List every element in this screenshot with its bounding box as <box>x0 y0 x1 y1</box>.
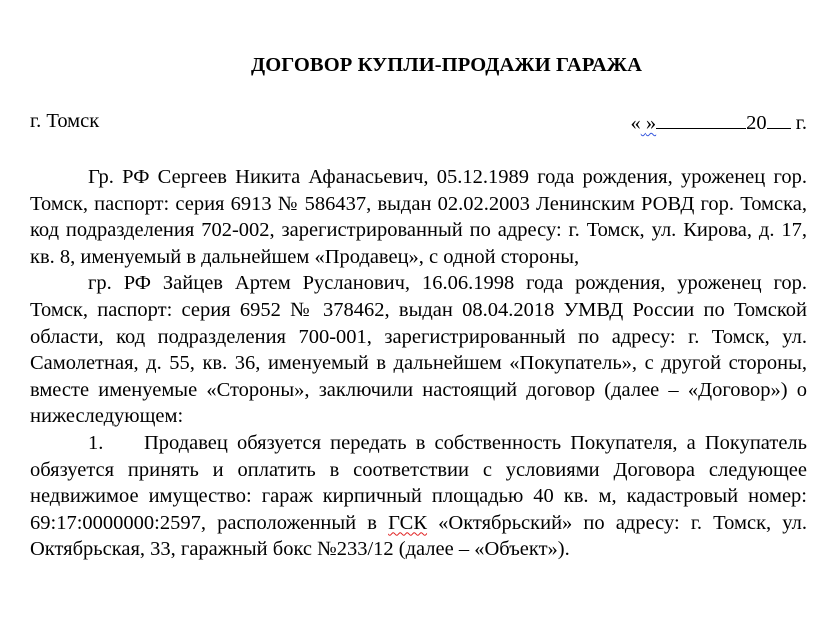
place-date-line <box>30 110 807 136</box>
paragraph-clause-1 <box>30 430 807 563</box>
document-body <box>30 164 807 563</box>
city-label: г. Томск <box>30 110 100 132</box>
paragraph-seller: Гр. РФ Сергеев Никита Афанасьевич, 05.12.1989 года рождения, уроженец гор. Томск, паспорт: серия 6913 № 586437, выдан 02.02.2003 Ленинским РОВД гор. Томска, код подразделения 702-002, зарегистрированный по адресу: г. Томск, ул. Кирова, д. 17, кв. 8, именуемый в дальнейшем «Продавец», с одной стороны, <box>30 166 807 268</box>
date-year-blank <box>767 110 791 129</box>
date-open-quote: « <box>630 112 641 134</box>
document-title: ДОГОВОР КУПЛИ-ПРОДАЖИ ГАРАЖА <box>251 54 642 76</box>
date-year-prefix: 20 <box>746 112 767 134</box>
clause-text-before: Продавец обязуется передать в собственность Покупателя, а Покупатель обязуется принять и оплатить в соответствии с условиями Договора следующее недвижимое имущество: гараж кирпичный площадью 40 кв. м, кадастровый номер: 69:17:0000000:2597, расположенный в <box>30 431 807 534</box>
spellcheck-flagged-word: ГСК <box>388 511 428 534</box>
clause-number: 1. <box>88 431 104 454</box>
clause-text-after: «Октябрьский» по адресу: г. Томск, ул. Октябрьская, 33, гаражный бокс №233/12 (далее – «Объект»). <box>30 511 807 561</box>
date-day-blank: » <box>645 112 657 134</box>
date-field <box>631 110 807 135</box>
date-year-suffix: г. <box>795 112 807 134</box>
paragraph-buyer: гр. РФ Зайцев Артем Русланович, 16.06.1998 года рождения, уроженец гор. Томск, паспорт: серия 6952 № 378462, выдан 08.04.2018 УМВД России по Томской области, код подразделения 700-001, зарегистрированный по адресу: г. Томск, ул. Самолетная, д. 55, кв. 36, именуемый в дальнейшем «Покупатель», с другой стороны, вместе именуемые «Стороны», заключили настоящий договор (далее – «Договор») о нижеследующем: <box>30 272 807 428</box>
date-month-blank <box>656 110 746 129</box>
